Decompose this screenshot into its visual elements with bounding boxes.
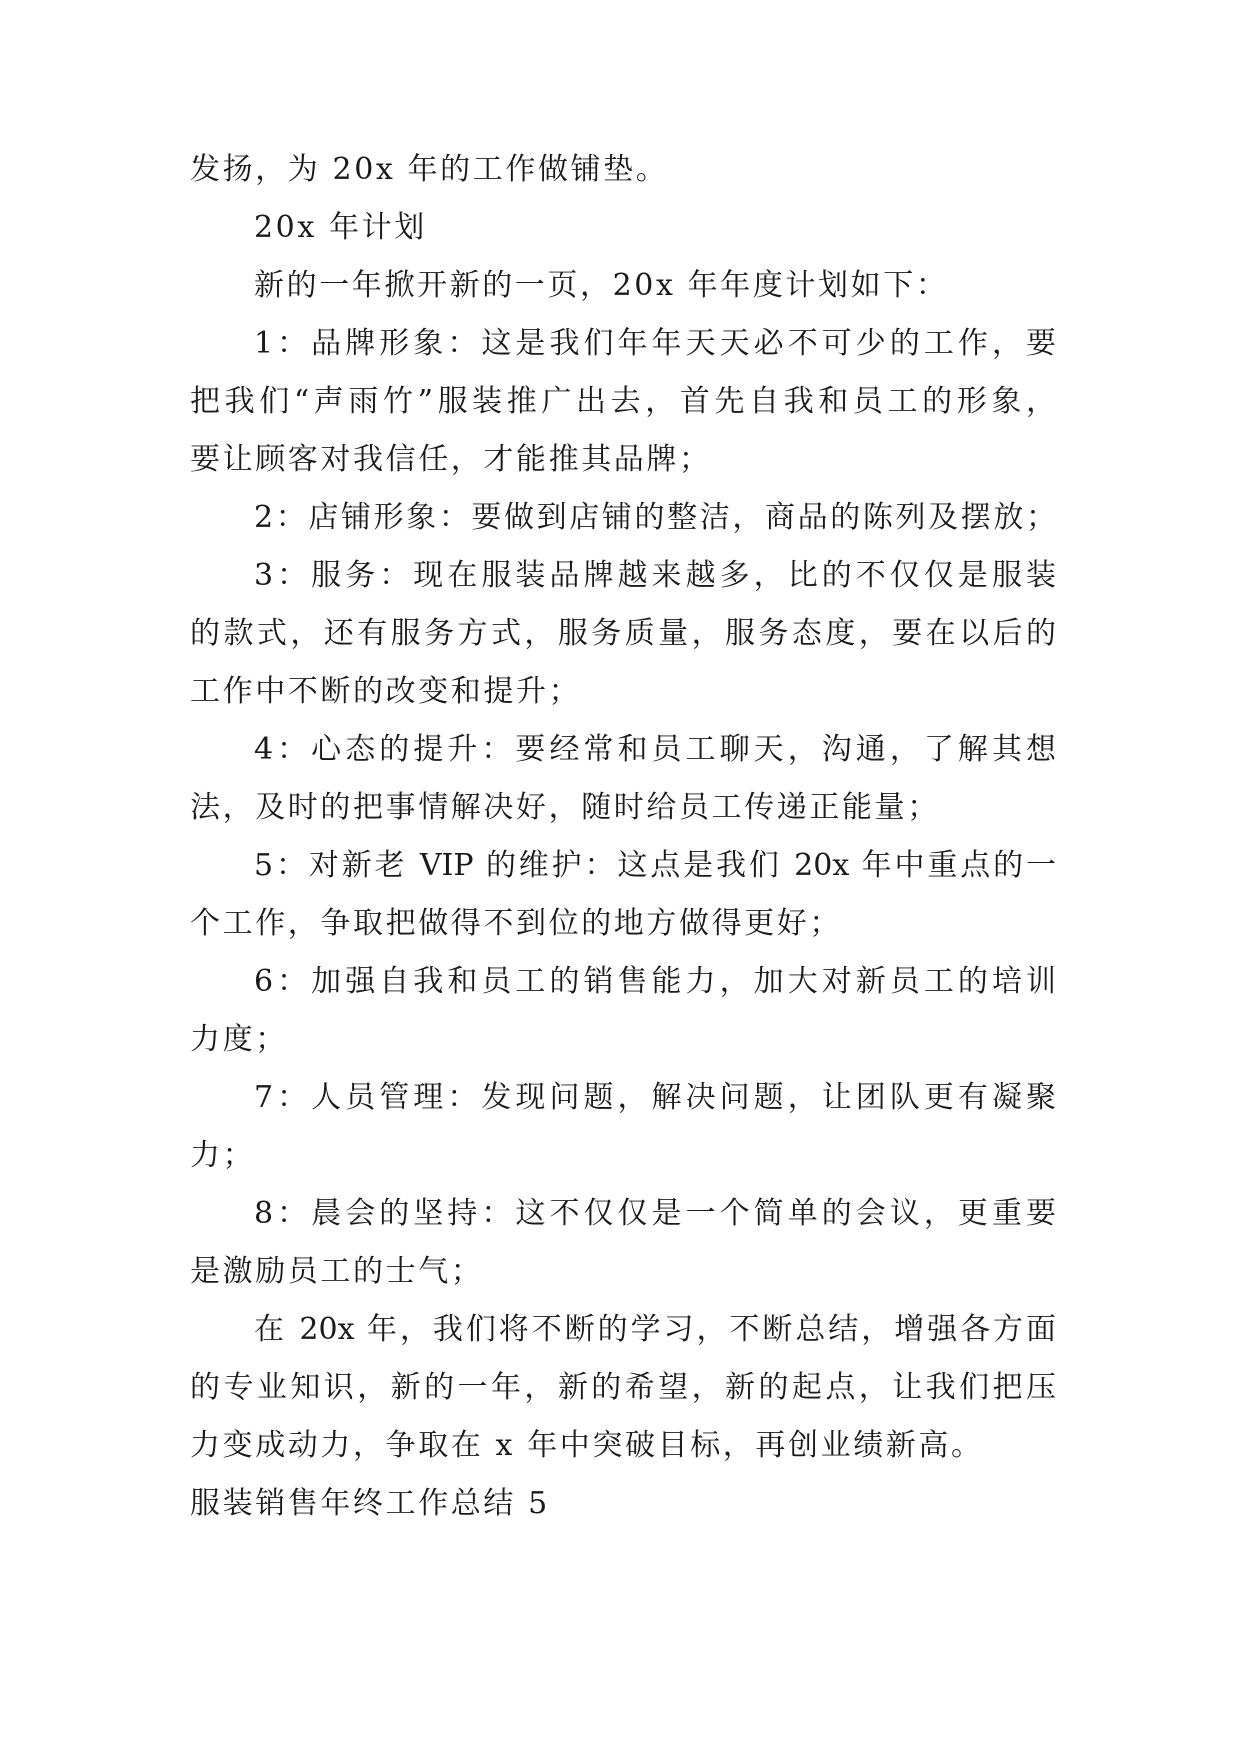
list-item-5: 5：对新老 VIP 的维护：这点是我们 20x 年中重点的一 bbox=[254, 848, 1056, 883]
text-line: 工作中不断的改变和提升； bbox=[190, 674, 582, 709]
list-item-1: 1：品牌形象：这是我们年年天天必不可少的工作，要 bbox=[254, 326, 1056, 361]
text-line: 力； bbox=[190, 1138, 256, 1173]
text-line: 把我们“声雨竹”服装推广出去，首先自我和员工的形象， bbox=[190, 384, 1056, 419]
list-item-4: 4：心态的提升：要经常和员工聊天，沟通，了解其想 bbox=[254, 732, 1056, 767]
text-line: 个工作，争取把做得不到位的地方做得更好； bbox=[190, 906, 842, 941]
list-item-7: 7：人员管理：发现问题，解决问题，让团队更有凝聚 bbox=[254, 1080, 1056, 1115]
closing-paragraph: 在 20x 年，我们将不断的学习，不断总结，增强各方面 bbox=[254, 1312, 1056, 1347]
text-line: 力度； bbox=[190, 1022, 288, 1057]
list-item-2: 2：店铺形象：要做到店铺的整洁，商品的陈列及摆放； bbox=[254, 500, 1056, 535]
text-line: 的款式，还有服务方式，服务质量，服务态度，要在以后的 bbox=[190, 616, 1056, 651]
text-line: 法，及时的把事情解决好，随时给员工传递正能量； bbox=[190, 790, 940, 825]
text-line: 要让顾客对我信任，才能推其品牌； bbox=[190, 442, 712, 477]
section-heading: 20x 年计划 bbox=[254, 210, 427, 245]
text-line: 力变成动力，争取在 x 年中突破目标，再创业绩新高。 bbox=[190, 1428, 984, 1463]
list-item-6: 6：加强自我和员工的销售能力，加大对新员工的培训 bbox=[254, 964, 1056, 999]
text-line: 新的一年掀开新的一页，20x 年年度计划如下： bbox=[254, 268, 949, 303]
list-item-8: 8：晨会的坚持：这不仅仅是一个简单的会议，更重要 bbox=[254, 1196, 1056, 1231]
text-line: 是激励员工的士气； bbox=[190, 1254, 484, 1289]
list-item-3: 3：服务：现在服装品牌越来越多，比的不仅仅是服装 bbox=[254, 558, 1056, 593]
next-section-title: 服装销售年终工作总结 5 bbox=[190, 1486, 550, 1521]
text-line: 的专业知识，新的一年，新的希望，新的起点，让我们把压 bbox=[190, 1370, 1056, 1405]
text-line: 发扬，为 20x 年的工作做铺垫。 bbox=[190, 152, 669, 187]
